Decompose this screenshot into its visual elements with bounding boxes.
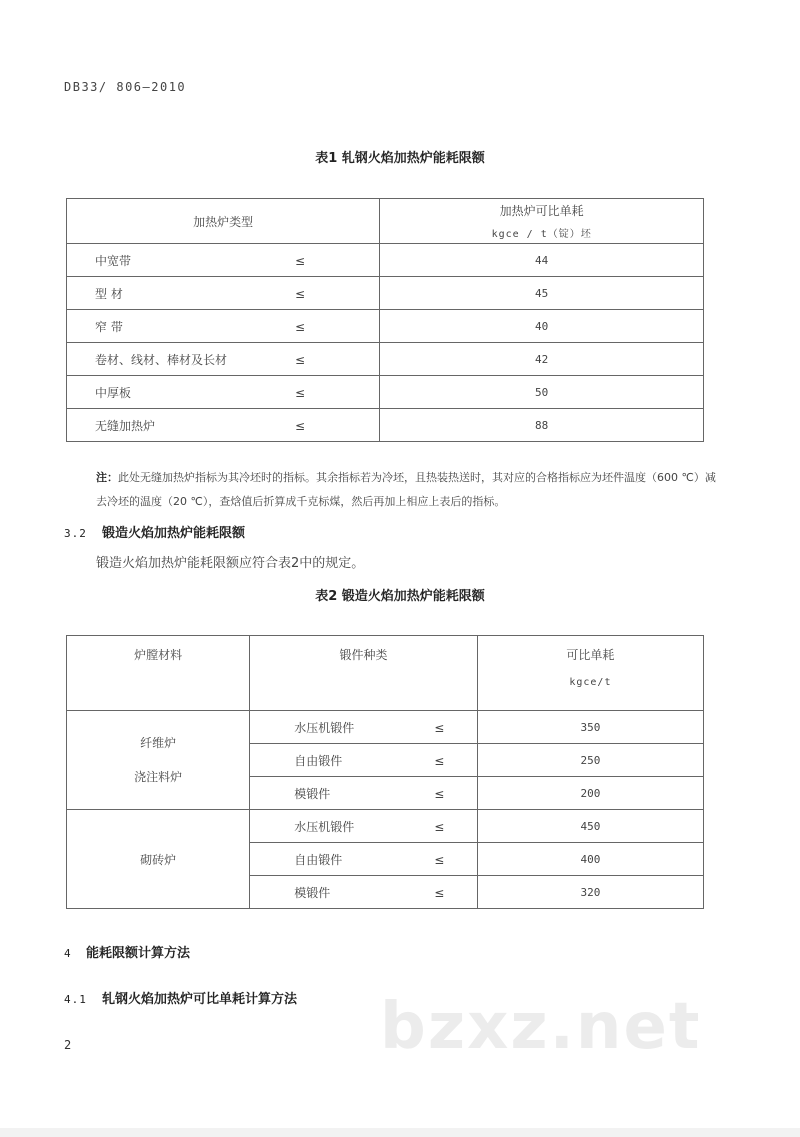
le-symbol: ≤ [295, 286, 306, 301]
table2-title: 表2 锻造火焰加热炉能耗限额 [315, 589, 485, 604]
le-symbol: ≤ [434, 786, 445, 801]
consumption-value: 350 [477, 711, 703, 744]
le-symbol: ≤ [295, 319, 306, 334]
le-symbol: ≤ [434, 819, 445, 834]
page-bottom-edge [0, 1128, 800, 1137]
consumption-value: 450 [477, 810, 703, 843]
le-symbol: ≤ [434, 720, 445, 735]
consumption-value: 250 [477, 744, 703, 777]
table-row [67, 277, 704, 310]
table-row [67, 343, 704, 376]
furnace-type: 窄 带 [95, 319, 123, 334]
watermark: bzxz.net [380, 990, 702, 1064]
section-number: 4 [64, 947, 72, 960]
consumption-value: 200 [477, 777, 703, 810]
material-name: 纤维炉 [140, 736, 177, 750]
table-row [67, 244, 704, 277]
forging-type: 模锻件 [294, 885, 331, 900]
table2-header-consumption-line1: 可比单耗 [566, 648, 615, 662]
forging-type: 自由锻件 [294, 852, 343, 867]
consumption-value: 45 [380, 277, 704, 310]
furnace-type: 无缝加热炉 [95, 418, 156, 433]
table1-header-consumption [380, 199, 704, 244]
furnace-type: 中厚板 [95, 385, 132, 400]
le-symbol: ≤ [434, 885, 445, 900]
table1 [66, 198, 704, 442]
table-row [67, 376, 704, 409]
section-number: 4.1 [64, 993, 87, 1006]
material-name: 砌砖炉 [140, 852, 177, 867]
le-symbol: ≤ [295, 352, 306, 367]
section-4-heading [64, 942, 190, 961]
forging-type: 水压机锻件 [294, 819, 355, 834]
table2 [66, 635, 704, 909]
section-3-2-heading [64, 522, 245, 541]
le-symbol: ≤ [434, 852, 445, 867]
table1-title: 表1 轧钢火焰加热炉能耗限额 [315, 151, 485, 166]
table1-header-consumption-unit: kgce / t（锭）坯 [491, 229, 592, 240]
document-code: DB33/ 806—2010 [64, 80, 187, 94]
section-3-2-paragraph: 锻造火焰加热炉能耗限额应符合表2中的规定。 [96, 556, 365, 571]
forging-type: 模锻件 [294, 786, 331, 801]
material-name: 浇注料炉 [134, 770, 183, 784]
le-symbol: ≤ [295, 253, 306, 268]
section-number: 3.2 [64, 527, 87, 540]
le-symbol: ≤ [295, 385, 306, 400]
table1-note [96, 466, 716, 514]
consumption-value: 88 [380, 409, 704, 442]
section-title: 能耗限额计算方法 [86, 946, 191, 961]
note-text: 此处无缝加热炉指标为其冷坯时的指标。其余指标若为冷坯，且热装热送时，其对应的合格指标应为坯件温度（600 ℃）减去冷坯的温度（20 ℃），查焓值后折算成千克标煤，然后再加上相应上表后的指标。 [96, 471, 716, 508]
furnace-type: 中宽带 [95, 253, 132, 268]
furnace-type: 型 材 [95, 286, 123, 301]
section-4-1-heading [64, 988, 297, 1007]
consumption-value: 44 [380, 244, 704, 277]
consumption-value: 42 [380, 343, 704, 376]
le-symbol: ≤ [295, 418, 306, 433]
table-row [67, 810, 704, 843]
table-row [67, 409, 704, 442]
consumption-value: 40 [380, 310, 704, 343]
page-number: 2 [64, 1038, 72, 1052]
forging-type: 水压机锻件 [294, 720, 355, 735]
consumption-value: 320 [477, 876, 703, 909]
table1-header-consumption-line1: 加热炉可比单耗 [499, 204, 584, 218]
consumption-value: 50 [380, 376, 704, 409]
table2-header-consumption [477, 636, 703, 711]
material-cell [67, 810, 250, 909]
section-title: 锻造火焰加热炉能耗限额 [102, 526, 246, 541]
table-row [67, 711, 704, 744]
furnace-type: 卷材、线材、棒材及长材 [95, 352, 228, 367]
material-cell [67, 711, 250, 810]
table1-header-type: 加热炉类型 [67, 199, 380, 244]
le-symbol: ≤ [434, 753, 445, 768]
consumption-value: 400 [477, 843, 703, 876]
table2-header-material: 炉膛材料 [67, 636, 250, 711]
table-row [67, 310, 704, 343]
section-title: 轧钢火焰加热炉可比单耗计算方法 [102, 992, 298, 1007]
table2-header-forging-type: 锻件种类 [250, 636, 478, 711]
note-label: 注： [96, 471, 118, 484]
forging-type: 自由锻件 [294, 753, 343, 768]
table2-header-consumption-unit: kgce/t [569, 677, 612, 688]
